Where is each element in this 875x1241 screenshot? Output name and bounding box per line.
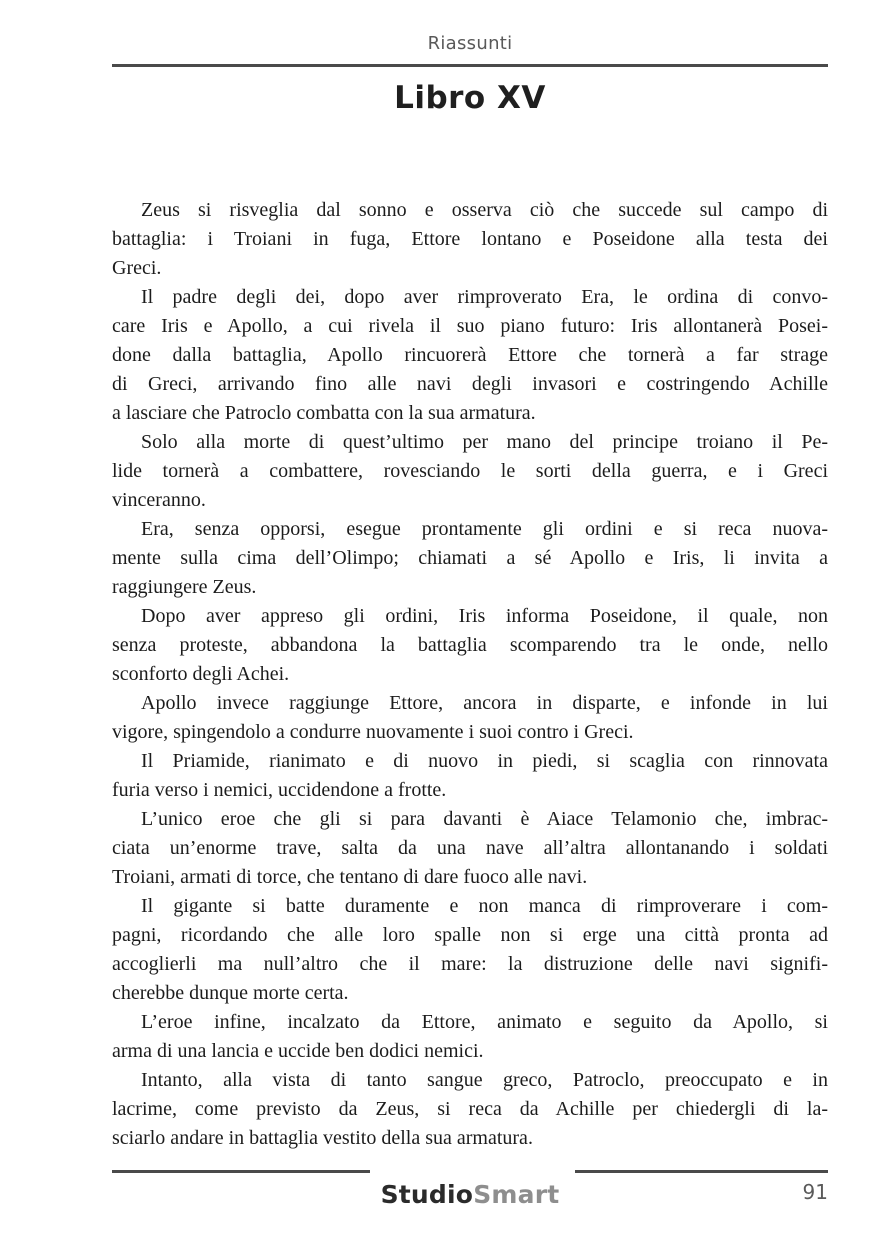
text-line: a lasciare che Patroclo combatta con la sua armatura.: [112, 402, 536, 424]
text-line: done dalla battaglia, Apollo rincuorerà Ettore che tornerà a far strage: [112, 344, 828, 366]
text-line: mente sulla cima dell’Olimpo; chiamati a sé Apollo e Iris, li invita a: [112, 547, 828, 569]
text-line: battaglia: i Troiani in fuga, Ettore lontano e Poseidone alla testa dei: [112, 228, 828, 250]
text-line: Dopo aver appreso gli ordini, Iris informa Poseidone, il quale, non: [141, 605, 828, 627]
text-line: furia verso i nemici, uccidendone a frotte.: [112, 779, 447, 801]
publisher-logo: [112, 1180, 828, 1209]
paragraph: [112, 283, 828, 428]
text-line: sciarlo andare in battaglia vestito della sua armatura.: [112, 1127, 533, 1149]
paragraph: [112, 689, 828, 747]
text-line: Troiani, armati di torce, che tentano di dare fuoco alle navi.: [112, 866, 588, 888]
footer-rule-left: [112, 1170, 370, 1173]
text-line: Intanto, alla vista di tanto sangue greco, Patroclo, preoccupato e in: [141, 1069, 828, 1091]
text-line: care Iris e Apollo, a cui rivela il suo piano futuro: Iris allontanerà Posei-: [112, 315, 828, 337]
running-header: [112, 33, 828, 54]
paragraph: [112, 428, 828, 515]
running-title: Riassunti: [427, 33, 513, 54]
page-footer: [112, 1170, 828, 1220]
header-rule: [112, 64, 828, 67]
text-line: Il gigante si batte duramente e non manca di rimproverare i com-: [141, 895, 828, 917]
text-line: Solo alla morte di quest’ultimo per mano del principe troiano il Pe-: [141, 431, 828, 453]
text-line: ciata un’enorme trave, salta da una nave all’altra allontanando i soldati: [112, 837, 828, 859]
paragraph: [112, 1008, 828, 1066]
text-line: pagni, ricordando che alle loro spalle non si erge una città pronta ad: [112, 924, 828, 946]
text-line: L’unico eroe che gli si para davanti è Aiace Telamonio che, imbrac-: [141, 808, 828, 830]
text-line: Il padre degli dei, dopo aver rimproverato Era, le ordina di convo-: [141, 286, 828, 308]
footer-rule-right: [575, 1170, 828, 1173]
paragraph: [112, 602, 828, 689]
paragraph: [112, 515, 828, 602]
text-line: Era, senza opporsi, esegue prontamente gli ordini e si reca nuova-: [141, 518, 828, 540]
text-line: raggiungere Zeus.: [112, 576, 257, 598]
text-line: cherebbe dunque morte certa.: [112, 982, 349, 1004]
text-line: lacrime, come previsto da Zeus, si reca da Achille per chiedergli di la-: [112, 1098, 828, 1120]
text-line: arma di una lancia e uccide ben dodici nemici.: [112, 1040, 484, 1062]
paragraph: [112, 747, 828, 805]
text-line: Greci.: [112, 257, 162, 279]
text-line: vinceranno.: [112, 489, 206, 511]
text-line: sconforto degli Achei.: [112, 663, 290, 685]
text-line: Apollo invece raggiunge Ettore, ancora in disparte, e infonde in lui: [141, 692, 828, 714]
page-number: 91: [802, 1180, 828, 1204]
text-line: Il Priamide, rianimato e di nuovo in piedi, si scaglia con rinnovata: [141, 750, 828, 772]
publisher-logo-light: Smart: [473, 1180, 560, 1209]
text-line: L’eroe infine, incalzato da Ettore, animato e seguito da Apollo, si: [141, 1011, 828, 1033]
publisher-logo-dark: Studio: [380, 1180, 474, 1209]
text-line: di Greci, arrivando fino alle navi degli invasori e costringendo Achille: [112, 373, 828, 395]
paragraph: [112, 892, 828, 1008]
text-line: senza proteste, abbandona la battaglia scomparendo tra le onde, nello: [112, 634, 828, 656]
paragraph: [112, 805, 828, 892]
text-line: vigore, spingendolo a condurre nuovamente i suoi contro i Greci.: [112, 721, 634, 743]
paragraph: [112, 196, 828, 283]
text-line: Zeus si risveglia dal sonno e osserva ciò che succede sul campo di: [141, 199, 828, 221]
page-title: Libro XV: [394, 80, 546, 116]
paragraph: [112, 1066, 828, 1153]
body-text: [112, 196, 828, 1153]
text-line: lide tornerà a combattere, rovesciando le sorti della guerra, e i Greci: [112, 460, 828, 482]
text-line: accoglierli ma null’altro che il mare: la distruzione delle navi signifi-: [112, 953, 828, 975]
